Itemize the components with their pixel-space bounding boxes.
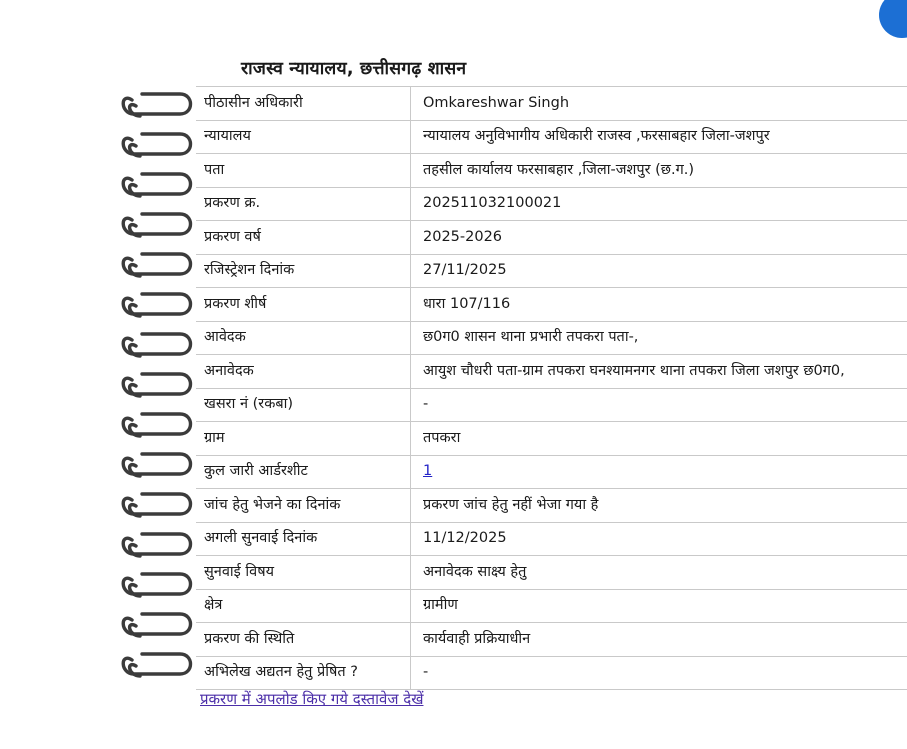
row-value: आयुश चौधरी पता-ग्राम तपकरा घनश्यामनगर थाना तपकरा जिला जशपुर छ0ग0,	[411, 355, 907, 389]
row-value: तहसील कार्यालय फरसाबहार ,जिला-जशपुर (छ.ग.)	[411, 154, 907, 188]
table-row	[196, 355, 907, 389]
order-sheet-count-link[interactable]: 1	[423, 463, 433, 480]
table-row	[196, 623, 907, 657]
spiral-binding-decoration	[118, 86, 202, 700]
table-row	[196, 388, 907, 422]
row-label: ग्राम	[196, 422, 411, 456]
row-value: तपकरा	[411, 422, 907, 456]
row-value: 27/11/2025	[411, 254, 907, 288]
row-label: प्रकरण वर्ष	[196, 221, 411, 255]
row-value: Omkareshwar Singh	[411, 87, 907, 121]
page-title: राजस्व न्यायालय, छत्तीसगढ़ शासन	[241, 59, 467, 79]
row-label: क्षेत्र	[196, 589, 411, 623]
row-value: 202511032100021	[411, 187, 907, 221]
table-row	[196, 221, 907, 255]
view-uploaded-documents-link[interactable]: प्रकरण में अपलोड किए गये दस्तावेज देखें	[200, 690, 424, 708]
table-row	[196, 288, 907, 322]
row-value: प्रकरण जांच हेतु नहीं भेजा गया है	[411, 489, 907, 523]
table-row	[196, 154, 907, 188]
table-row	[196, 254, 907, 288]
row-label: रजिस्ट्रेशन दिनांक	[196, 254, 411, 288]
row-value: कार्यवाही प्रक्रियाधीन	[411, 623, 907, 657]
table-row	[196, 455, 907, 489]
row-value: 11/12/2025	[411, 522, 907, 556]
table-row	[196, 87, 907, 121]
top-right-circle-badge	[879, 0, 907, 38]
row-label: कुल जारी आर्डरशीट	[196, 455, 411, 489]
table-row	[196, 656, 907, 690]
row-label: पीठासीन अधिकारी	[196, 87, 411, 121]
row-label: अगली सुनवाई दिनांक	[196, 522, 411, 556]
row-value: ग्रामीण	[411, 589, 907, 623]
row-value: -	[411, 656, 907, 690]
row-label: आवेदक	[196, 321, 411, 355]
row-value: -	[411, 388, 907, 422]
row-label: पता	[196, 154, 411, 188]
table-row	[196, 489, 907, 523]
row-label: अनावेदक	[196, 355, 411, 389]
row-label: न्यायालय	[196, 120, 411, 154]
table-row	[196, 556, 907, 590]
row-label: प्रकरण शीर्ष	[196, 288, 411, 322]
case-detail-table	[196, 86, 907, 690]
case-detail-table-body	[196, 87, 907, 690]
row-value: छ0ग0 शासन थाना प्रभारी तपकरा पता-,	[411, 321, 907, 355]
row-value: न्यायालय अनुविभागीय अधिकारी राजस्व ,फरसाबहार जिला-जशपुर	[411, 120, 907, 154]
row-value: अनावेदक साक्ष्य हेतु	[411, 556, 907, 590]
table-row	[196, 522, 907, 556]
table-row	[196, 422, 907, 456]
row-value[interactable]	[411, 455, 907, 489]
row-label: प्रकरण की स्थिति	[196, 623, 411, 657]
table-row	[196, 120, 907, 154]
row-label: सुनवाई विषय	[196, 556, 411, 590]
row-label: खसरा नं (रकबा)	[196, 388, 411, 422]
table-row	[196, 187, 907, 221]
row-label: जांच हेतु भेजने का दिनांक	[196, 489, 411, 523]
row-value: धारा 107/116	[411, 288, 907, 322]
table-row	[196, 321, 907, 355]
table-row	[196, 589, 907, 623]
row-value: 2025-2026	[411, 221, 907, 255]
row-label: अभिलेख अद्यतन हेतु प्रेषित ?	[196, 656, 411, 690]
row-label: प्रकरण क्र.	[196, 187, 411, 221]
